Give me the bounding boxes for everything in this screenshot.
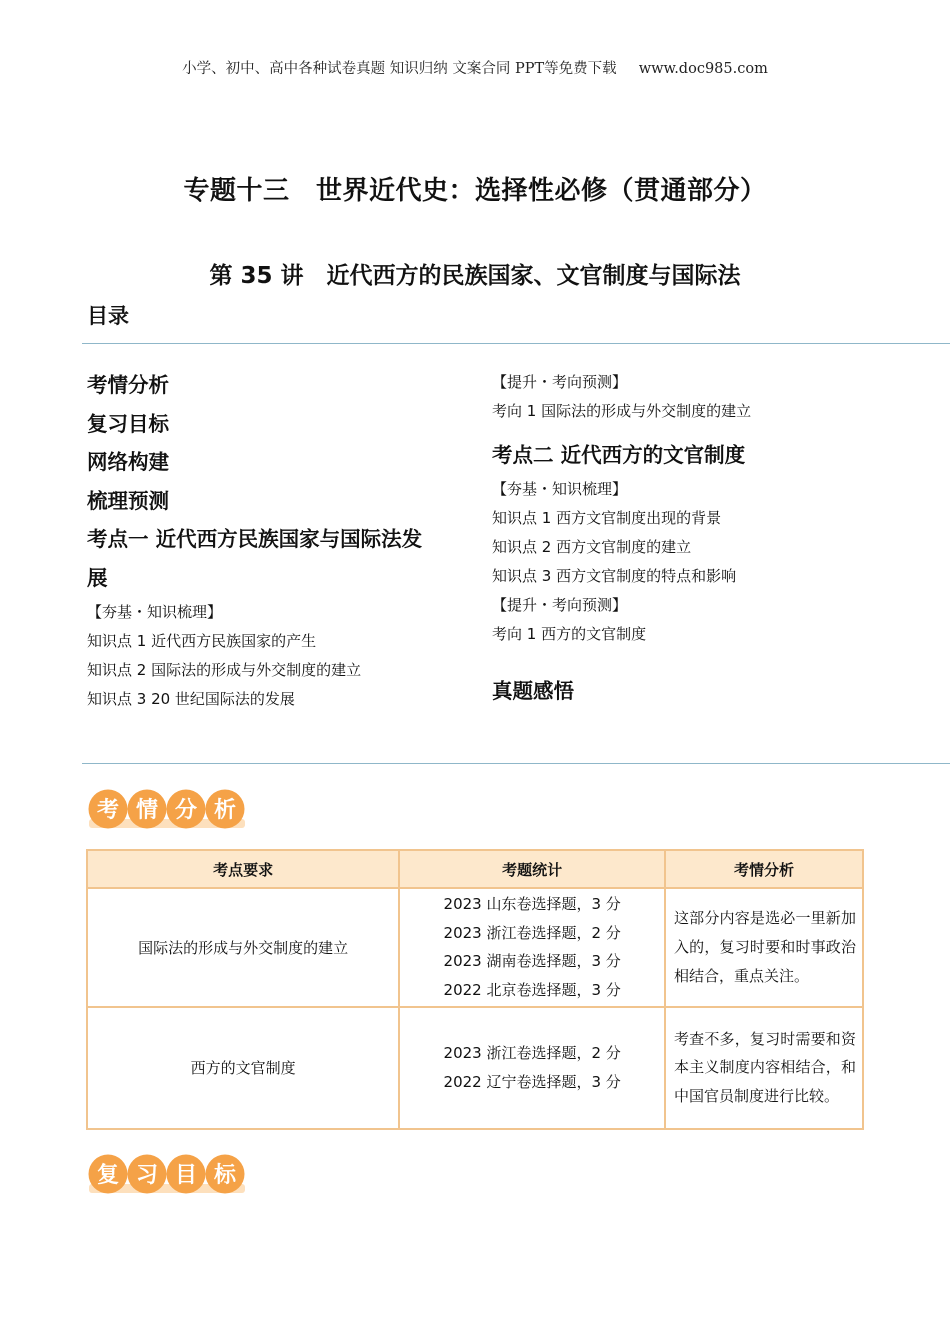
table-header-row (87, 850, 863, 888)
page-title: 专题十三 世界近代史：选择性必修（贯通部分） (183, 176, 767, 206)
toc-sub-knowledge-2-3[interactable]: 知识点 3 西方文官制度的特点和影响 (492, 566, 737, 585)
stats-line: 2023 山东卷选择题，3 分 (443, 895, 621, 913)
toc-left-column (87, 366, 477, 714)
toc-sub-improve[interactable]: 【提升・考向预测】 (492, 373, 628, 391)
badge-circle (89, 790, 128, 829)
requirement-cell: 西方的文官制度 (87, 1007, 399, 1129)
toc-item-point-1[interactable]: 考点一 近代西方民族国家与国际法发 (87, 527, 423, 551)
toc-item-real-questions[interactable]: 真题感悟 (492, 678, 574, 703)
stats-line: 2023 浙江卷选择题，2 分 (443, 1044, 621, 1063)
stats-line: 2023 浙江卷选择题，2 分 (443, 923, 621, 942)
toc-sub-foundation-2[interactable]: 【夯基・知识梳理】 (492, 479, 628, 498)
stats-cell (399, 1007, 665, 1129)
toc-sub-direction-1[interactable]: 考向 1 国际法的形成与外交制度的建立 (492, 402, 752, 420)
header-note (0, 57, 950, 78)
toc-item-review-goals[interactable]: 复习目标 (87, 411, 169, 436)
toc-item-point-2[interactable]: 考点二 近代西方的文官制度 (492, 443, 746, 467)
review-goals-badge (87, 1150, 247, 1200)
toc-item-exam-analysis[interactable]: 考情分析 (87, 373, 169, 397)
table-row (87, 1007, 863, 1129)
header-site-link[interactable]: www.doc985.com (638, 61, 768, 77)
toc-heading: 目录 (87, 304, 129, 328)
toc-item-point-1-cont[interactable]: 展 (87, 565, 108, 590)
badge-char: 复 (96, 1163, 120, 1188)
toc-right-column (492, 368, 932, 710)
badge-circle (206, 1155, 245, 1194)
toc-sub-knowledge-2-1[interactable]: 知识点 1 西方文官制度出现的背景 (492, 508, 722, 527)
badge-char: 考 (96, 798, 120, 823)
toc-top-divider (82, 343, 950, 344)
header-note-text: 小学、初中、高中各种试卷真题 知识归纳 文案合同 PPT等免费下载 (182, 61, 617, 77)
badge-circle (89, 1155, 128, 1194)
col-header-requirement: 考点要求 (87, 850, 399, 888)
badge-char: 习 (135, 1163, 159, 1188)
badge-circle (167, 1155, 206, 1194)
badge-char: 情 (135, 798, 159, 823)
badge-circle (206, 790, 245, 829)
stats-line: 2022 北京卷选择题，3 分 (443, 981, 621, 1000)
requirement-cell: 国际法的形成与外交制度的建立 (87, 888, 399, 1007)
exam-stats-table (86, 849, 864, 1130)
badge-char: 分 (174, 798, 198, 823)
toc-item-network[interactable]: 网络构建 (87, 450, 169, 474)
badge-char: 目 (174, 1163, 198, 1188)
col-header-analysis: 考情分析 (665, 850, 863, 888)
stats-line: 2022 辽宁卷选择题，3 分 (443, 1072, 621, 1091)
toc-item-review-forecast[interactable]: 梳理预测 (87, 488, 169, 513)
badge-circle (128, 790, 167, 829)
stats-line: 2023 湖南卷选择题，3 分 (443, 952, 621, 971)
exam-analysis-badge (87, 785, 247, 835)
toc-sub-knowledge-1[interactable]: 知识点 1 近代西方民族国家的产生 (87, 632, 317, 650)
toc-sub-foundation[interactable]: 【夯基・知识梳理】 (87, 603, 223, 621)
badge-char: 标 (213, 1163, 237, 1188)
toc-sub-improve-2[interactable]: 【提升・考向预测】 (492, 595, 628, 614)
lecture-subtitle: 第 35 讲 近代西方的民族国家、文官制度与国际法 (209, 263, 741, 289)
toc-sub-knowledge-2[interactable]: 知识点 2 国际法的形成与外交制度的建立 (87, 661, 362, 679)
analysis-cell: 考查不多，复习时需要和资本主义制度内容相结合，和中国官员制度进行比较。 (665, 1007, 863, 1129)
toc-sub-direction-2-1[interactable]: 考向 1 西方的文官制度 (492, 624, 647, 643)
analysis-cell: 这部分内容是选必一里新加入的，复习时要和时事政治相结合，重点关注。 (665, 888, 863, 1007)
badge-char: 析 (213, 798, 237, 823)
badge-circle (128, 1155, 167, 1194)
badge-circle (167, 790, 206, 829)
stats-cell (399, 888, 665, 1007)
toc-sub-knowledge-3[interactable]: 知识点 3 20 世纪国际法的发展 (87, 690, 295, 708)
toc-bottom-divider (82, 763, 950, 764)
col-header-stats: 考题统计 (399, 850, 665, 888)
toc-sub-knowledge-2-2[interactable]: 知识点 2 西方文官制度的建立 (492, 537, 692, 556)
table-row (87, 888, 863, 1007)
